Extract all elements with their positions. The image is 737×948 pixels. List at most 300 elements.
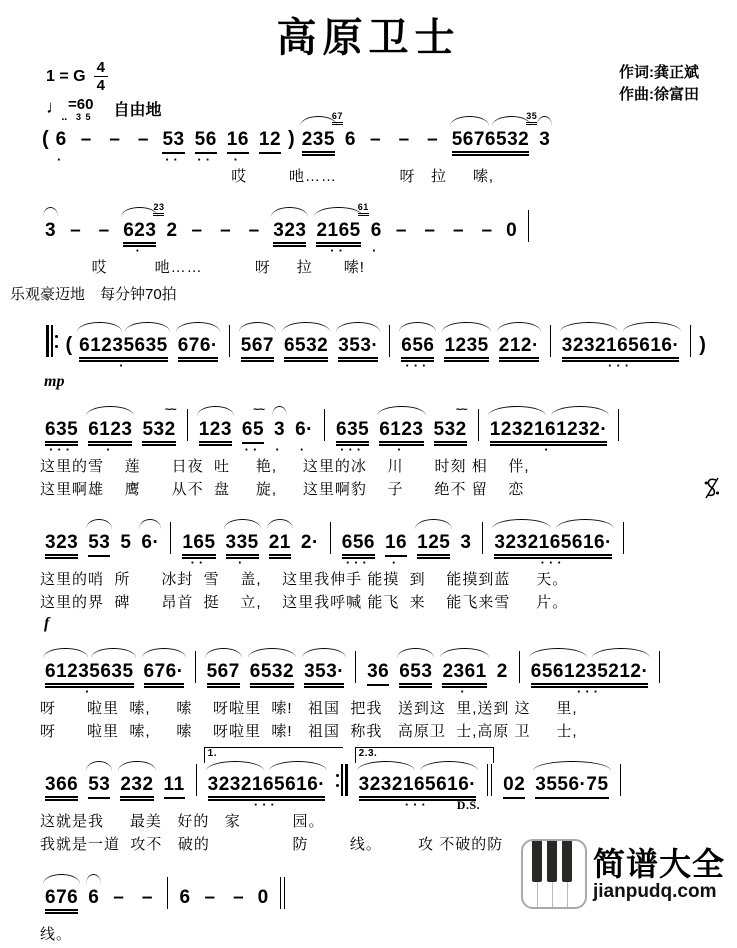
note-group xyxy=(88,419,133,457)
octave-dots: ··· xyxy=(340,442,366,457)
phrase-paren: ( xyxy=(65,334,73,356)
slur-arc xyxy=(86,519,112,529)
note-digits: 2 xyxy=(166,219,178,241)
note-group xyxy=(120,774,153,796)
note-group xyxy=(258,887,269,909)
phrase-paren: ) xyxy=(288,128,295,150)
note-digits: 6532 xyxy=(250,661,294,688)
note-group xyxy=(162,129,185,167)
notation-row xyxy=(40,631,729,698)
note-group xyxy=(225,532,259,570)
note-group xyxy=(433,404,467,441)
note-digits: 1232161232· xyxy=(490,419,608,446)
note-group xyxy=(153,201,178,242)
barline-repeat xyxy=(336,764,348,796)
note-digits: 623 xyxy=(123,220,156,247)
note-group xyxy=(199,419,232,441)
note-digits: 5676532 xyxy=(452,129,529,156)
barline xyxy=(620,764,621,796)
music-system xyxy=(0,305,737,372)
note-group xyxy=(367,661,389,683)
note-digits: 676 xyxy=(45,887,78,914)
note-group xyxy=(179,887,190,909)
note-group xyxy=(489,419,608,457)
note-group xyxy=(284,335,328,357)
octave-dots: · xyxy=(85,684,94,699)
slur-arc xyxy=(86,761,112,771)
slur-arc xyxy=(592,648,650,658)
octave-dots: · xyxy=(397,442,406,457)
octave-dots: ··· xyxy=(253,797,279,812)
note-digits: 2165 xyxy=(316,220,360,247)
note-group xyxy=(207,661,240,683)
note-digits: 567 xyxy=(207,661,240,688)
slur-arc xyxy=(197,406,234,416)
note-group xyxy=(379,419,424,457)
slur-arc xyxy=(139,519,161,529)
ds-mark: D.S. xyxy=(456,798,481,812)
dynamic-mark: f xyxy=(44,615,50,632)
note-digits: 353· xyxy=(338,335,378,362)
credit-lyricist: 作词:龚正斌 xyxy=(619,64,699,81)
octave-dots: · xyxy=(106,442,115,457)
note-digits: 567 xyxy=(241,335,274,362)
duration-dash: – xyxy=(98,219,110,241)
note-digits: 6532 xyxy=(284,335,328,362)
slur-arc xyxy=(224,519,261,529)
slur-arc xyxy=(248,648,296,658)
lyrics-line: 呀 啦里 嗦, 嗦 呀啦里 嗦! 祖国 称我 高原卫 士,高原 卫 士, xyxy=(40,722,578,740)
duration-dash: – xyxy=(248,219,260,241)
ornament: ·· xyxy=(61,114,67,126)
barline-repeat xyxy=(46,325,58,357)
duration-dash: – xyxy=(204,887,216,908)
note-digits: 353· xyxy=(304,661,344,688)
duration-dash: – xyxy=(395,219,407,241)
note-group xyxy=(164,774,185,796)
slur-arc xyxy=(91,648,136,658)
note-digits: 366 xyxy=(45,774,78,801)
note-group xyxy=(336,419,370,457)
lyrics-line: 这里的界 碑 昂首 挺 立, 这里我呼喊 能飞 来 能飞来雪 片。 xyxy=(40,593,569,611)
note-digits: 21 xyxy=(269,532,291,559)
slur-arc xyxy=(125,322,170,332)
note-group xyxy=(120,532,131,554)
barline xyxy=(324,409,325,441)
note-group xyxy=(338,335,378,357)
song-title: 高原卫士 xyxy=(276,16,461,60)
barline xyxy=(187,409,188,441)
phrase-paren: ) xyxy=(699,334,706,356)
duration-dash: – xyxy=(80,129,92,150)
duration-dash: – xyxy=(70,219,81,241)
note-group xyxy=(526,111,551,151)
note-group xyxy=(499,335,539,357)
note-digits: 5 xyxy=(120,532,132,553)
note-digits: 3 xyxy=(539,129,551,150)
music-system xyxy=(0,373,737,501)
octave-dots: · xyxy=(299,442,309,457)
lyrics-line: 这就是我 最美 好的 家 园。 xyxy=(40,813,325,830)
note-digits: 61235635 xyxy=(79,335,168,362)
octave-dots: · xyxy=(57,152,66,167)
note-group xyxy=(45,887,78,909)
octave-dots: ·· xyxy=(165,152,182,167)
note-digits: 6 xyxy=(55,129,67,150)
note-digits: 3 xyxy=(274,419,286,440)
octave-dots: ·· xyxy=(190,555,208,570)
slur-arc xyxy=(302,648,346,658)
note-digits: 235 xyxy=(302,129,335,156)
note-group xyxy=(273,220,306,242)
octave-dots: ·· xyxy=(197,152,215,167)
barline xyxy=(355,651,356,683)
barline xyxy=(482,522,483,554)
slur-arc xyxy=(176,322,220,332)
slur-arc xyxy=(43,874,80,884)
octave-dots: ··· xyxy=(49,442,75,457)
note-group xyxy=(182,532,216,570)
music-system xyxy=(0,502,737,614)
note-digits: 16 xyxy=(227,129,249,154)
slur-arc xyxy=(537,116,552,126)
lyrics-line: 呀 啦里 嗦, 嗦 呀啦里 嗦! 祖国 把我 送到这 里,送到 这 里, xyxy=(40,700,578,717)
tempo-mood-note: 乐观豪迈地 每分钟70拍 xyxy=(10,286,177,303)
octave-dots: · xyxy=(275,442,284,457)
note-digits: 653 xyxy=(399,661,432,688)
slur-arc xyxy=(492,519,550,529)
barline xyxy=(195,651,196,683)
note-group xyxy=(452,129,529,151)
note-group xyxy=(358,748,481,812)
volta-bracket xyxy=(204,747,344,763)
duration-dash: – xyxy=(137,129,149,150)
note-digits: 6· xyxy=(295,419,314,440)
slur-arc xyxy=(314,207,362,217)
note-digits: 232 xyxy=(120,774,153,801)
note-group xyxy=(45,774,78,796)
octave-dots: ··· xyxy=(577,684,603,699)
note-group xyxy=(442,661,487,699)
note-group xyxy=(207,748,326,812)
barline xyxy=(170,522,171,554)
duration-dash: – xyxy=(233,887,244,908)
note-group xyxy=(45,220,56,242)
note-group xyxy=(144,661,184,683)
barline xyxy=(280,877,285,909)
note-digits: 3232165616· xyxy=(494,532,612,559)
slur-arc xyxy=(86,406,134,416)
note-digits: 0 xyxy=(506,219,518,241)
note-group xyxy=(530,661,649,699)
slur-arc xyxy=(239,322,276,332)
note-digits: 3232165616· xyxy=(208,774,326,801)
barline xyxy=(330,522,331,554)
note-digits: 6123 xyxy=(379,419,423,446)
note-digits: 6 xyxy=(370,219,382,241)
octave-dots: ·· xyxy=(330,242,347,258)
octave-dots: ··· xyxy=(540,555,566,570)
duration-dash: – xyxy=(109,129,120,150)
slur-arc xyxy=(86,874,101,884)
note-group xyxy=(304,661,344,683)
score xyxy=(0,108,737,948)
phrase-paren: ( xyxy=(42,128,49,150)
volta-bracket xyxy=(355,747,495,763)
note-digits: 335 xyxy=(226,532,259,559)
note-group xyxy=(141,532,159,554)
octave-dots: ··· xyxy=(405,358,431,373)
slur-arc xyxy=(623,322,681,332)
lyrics-line: 这里的雪 莲 日夜 吐 艳, 这里的冰 川 时刻 相 伴, xyxy=(40,458,530,475)
logo-site-url: jianpudq.com xyxy=(592,880,717,902)
note-digits: 3 xyxy=(45,219,57,241)
note-digits: 125 xyxy=(417,532,450,559)
time-signature: $\frac{4}{4}$ xyxy=(94,60,108,93)
slur-arc xyxy=(442,322,490,332)
note-digits: 56 xyxy=(195,129,217,154)
tempo-grace-notes: 3 5 xyxy=(76,112,92,122)
piano-keys-icon xyxy=(521,839,587,909)
slur-arc xyxy=(497,322,541,332)
slur-arc xyxy=(282,322,330,332)
octave-dots: · xyxy=(237,555,247,570)
note-digits: 3232165616· xyxy=(359,774,477,801)
ornament: ~~ xyxy=(253,404,265,416)
barline xyxy=(659,651,660,683)
duration-dash: – xyxy=(191,219,203,241)
note-group xyxy=(123,219,157,258)
ornament: ~~ xyxy=(455,404,467,416)
note-group xyxy=(45,661,134,699)
grace-notes: 35 xyxy=(526,112,537,125)
barline xyxy=(519,651,520,683)
note-group xyxy=(497,661,508,683)
note-group xyxy=(88,532,110,554)
note-digits: 532 xyxy=(142,419,175,446)
note-digits: 6561235212· xyxy=(531,661,649,688)
octave-dots: ·· xyxy=(244,442,262,457)
note-group xyxy=(250,661,294,683)
barline xyxy=(487,764,492,796)
credits xyxy=(619,62,699,106)
credit-composer: 作曲:徐富田 xyxy=(619,85,699,103)
note-digits: 6123 xyxy=(88,419,132,446)
barline xyxy=(229,325,230,357)
barline xyxy=(196,764,197,796)
duration-dash: – xyxy=(398,129,410,150)
note-digits: 61235635 xyxy=(45,661,134,688)
barline xyxy=(690,325,691,357)
lyrics-line: 我就是一道 攻不 破的 防 线。 攻 不破的防 xyxy=(40,835,504,853)
octave-dots: · xyxy=(391,555,401,570)
note-digits: 165 xyxy=(182,532,215,559)
slur-arc xyxy=(77,322,122,332)
lyrics-line: 这里啊雄 鹰 从不 盘 旋, 这里啊豹 子 绝不 留 恋 xyxy=(40,480,525,498)
note-group xyxy=(341,532,375,570)
note-digits: 65 xyxy=(242,419,264,444)
note-digits: 6 xyxy=(88,887,100,908)
slur-arc xyxy=(377,406,425,416)
note-digits: 0 xyxy=(257,887,269,908)
slur-arc xyxy=(415,519,452,529)
note-digits: 53 xyxy=(88,532,110,557)
duration-dash: – xyxy=(113,887,124,908)
note-group xyxy=(178,335,218,357)
slur-arc xyxy=(450,116,489,126)
note-digits: 11 xyxy=(164,774,185,799)
slur-arc xyxy=(551,406,609,416)
note-group xyxy=(302,129,335,151)
note-group xyxy=(494,532,612,570)
note-digits: 6 xyxy=(344,129,356,150)
music-system xyxy=(0,190,737,305)
note-group xyxy=(384,532,408,570)
notation-row xyxy=(40,108,729,166)
note-group xyxy=(226,129,249,167)
note-group xyxy=(417,532,450,554)
slur-arc xyxy=(529,648,587,658)
lyrics-line: 哎 吔…… 呀 拉 嗦, xyxy=(40,168,495,185)
note-digits: 635 xyxy=(336,419,369,446)
note-group xyxy=(45,419,79,457)
duration-dash: – xyxy=(424,219,435,241)
note-group xyxy=(561,335,680,373)
note-group xyxy=(88,774,110,796)
note-digits: 2· xyxy=(300,532,319,553)
grace-notes: 23 xyxy=(153,203,164,216)
barline xyxy=(389,325,390,357)
slur-arc xyxy=(43,207,58,217)
octave-dots: · xyxy=(460,684,469,699)
slur-arc xyxy=(488,406,546,416)
notation-row xyxy=(40,190,729,257)
octave-dots: ··· xyxy=(608,358,634,373)
note-digits: 53 xyxy=(88,774,110,799)
duration-dash: – xyxy=(370,129,381,150)
note-group xyxy=(79,335,168,373)
segno-icon xyxy=(703,476,721,505)
octave-dots: ··· xyxy=(345,555,371,570)
note-group xyxy=(331,111,356,151)
duration-dash: – xyxy=(481,219,493,241)
lyrics-line: 这里的哨 所 冰封 雪 盖, 这里我伸手 能摸 到 能摸到蓝 天。 xyxy=(40,571,569,588)
note-group xyxy=(444,335,488,357)
note-group xyxy=(503,774,525,796)
slur-arc xyxy=(556,519,614,529)
note-digits: 676· xyxy=(178,335,218,362)
note-group xyxy=(506,220,517,242)
octave-dots: ··· xyxy=(404,797,430,812)
note-digits: 2 xyxy=(496,661,508,682)
note-group xyxy=(535,774,608,796)
note-digits: 53 xyxy=(162,129,184,154)
slur-arc xyxy=(440,648,488,658)
tempo-value: =60 xyxy=(68,96,94,113)
notation-row xyxy=(40,389,729,456)
octave-dots: · xyxy=(372,242,381,258)
slur-arc xyxy=(118,761,155,771)
note-group xyxy=(274,419,286,457)
note-digits: 1235 xyxy=(444,335,488,362)
note-group xyxy=(295,419,314,457)
grace-notes: 61 xyxy=(358,203,369,216)
note-group xyxy=(460,532,471,554)
note-group xyxy=(301,532,319,554)
note-digits: 3232165616· xyxy=(562,335,680,362)
note-group xyxy=(357,201,382,258)
volta-number: 1. xyxy=(207,748,217,759)
slur-arc xyxy=(142,648,186,658)
note-digits: 656 xyxy=(401,335,434,362)
note-group xyxy=(142,404,176,441)
note-digits: 16 xyxy=(385,532,407,557)
note-digits: 3 xyxy=(460,532,472,553)
note-group xyxy=(401,335,435,373)
barline xyxy=(528,210,529,242)
note-digits: 6· xyxy=(141,532,160,553)
note-group xyxy=(55,114,67,167)
note-group xyxy=(259,129,281,151)
octave-dots: · xyxy=(135,242,144,258)
duration-dash: – xyxy=(220,219,231,241)
barline xyxy=(478,409,479,441)
note-group xyxy=(194,129,217,167)
note-digits: 212· xyxy=(499,335,539,362)
note-group xyxy=(88,887,99,909)
note-digits: 676· xyxy=(144,661,184,688)
barline xyxy=(623,522,624,554)
barline xyxy=(167,877,168,909)
duration-dash: – xyxy=(427,129,438,150)
slur-arc xyxy=(205,648,242,658)
octave-dots: · xyxy=(233,152,242,167)
volta-number: 2.3. xyxy=(358,748,378,759)
note-group xyxy=(241,335,274,357)
octave-dots: · xyxy=(119,358,128,373)
note-group xyxy=(399,661,432,683)
barline xyxy=(550,325,551,357)
note-group xyxy=(45,532,78,554)
notation-row xyxy=(40,502,729,569)
note-digits: 656 xyxy=(342,532,375,559)
octave-dots: · xyxy=(544,442,553,457)
site-logo xyxy=(521,839,725,909)
music-system xyxy=(0,615,737,743)
note-digits: 6 xyxy=(179,887,191,908)
lyrics-line: 线。 xyxy=(40,926,73,943)
dynamic-mark: mp xyxy=(44,373,65,390)
slur-arc xyxy=(272,406,287,416)
note-group xyxy=(269,532,291,554)
note-digits: 532 xyxy=(434,419,467,446)
slur-arc xyxy=(533,761,610,771)
notation-row xyxy=(40,744,729,811)
duration-dash: – xyxy=(452,219,464,241)
key-signature: 1 = G xyxy=(46,67,86,85)
lyrics-line: 哎 吔…… 呀 拉 嗦! xyxy=(40,258,365,276)
ornament: ~~ xyxy=(164,404,176,416)
note-digits: 3556·75 xyxy=(535,774,608,799)
expression-text: 自由地 xyxy=(113,102,162,119)
note-group xyxy=(241,404,265,457)
slur-arc xyxy=(43,648,88,658)
logo-site-name: 简谱大全 xyxy=(592,845,725,882)
note-digits: 36 xyxy=(367,661,389,686)
note-digits: 02 xyxy=(503,774,525,799)
slur-arc xyxy=(336,322,380,332)
music-system xyxy=(0,108,737,189)
